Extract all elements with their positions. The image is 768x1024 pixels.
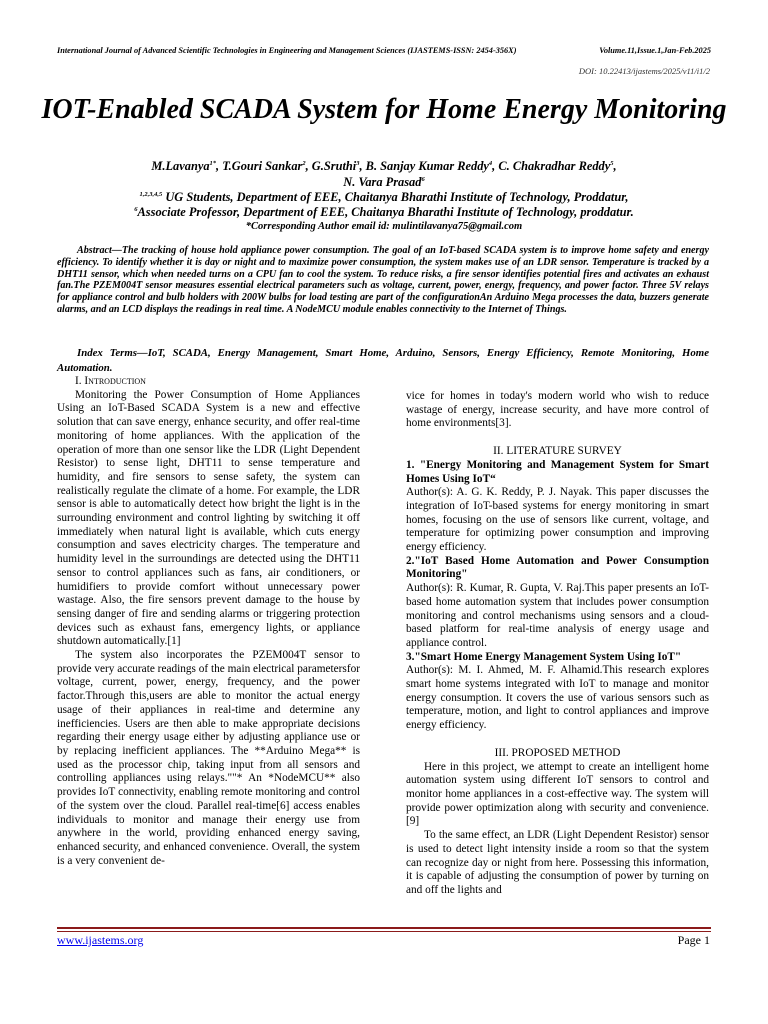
section-heading-introduction (57, 375, 360, 389)
footer-rule-thin (57, 931, 711, 932)
affiliation-students: UG Students, Department of EEE, Chaitanya Bharathi Institute of Technology, Proddatur, (162, 190, 629, 204)
author-name: N. Vara Prasad (343, 175, 422, 189)
method-paragraph: To the same effect, an LDR (Light Dependent Resistor) sensor is used to detect light intensity inside a room so that the system can recognize day or night from here. Possessing this information, it is capable of adjusting the consumption of power by turning on and off the lights and (406, 829, 709, 896)
reference-title: 1. "Energy Monitoring and Management System for Smart Homes Using IoT“ (406, 458, 709, 485)
author-sup: 1* (209, 159, 217, 167)
section-title: Introduction (84, 375, 146, 387)
author-name: , C. Chakradhar Reddy (492, 159, 611, 173)
reference-title: 3."Smart Home Energy Management System Using IoT" (406, 650, 682, 663)
page-number: Page 1 (677, 933, 710, 947)
right-column (406, 390, 709, 898)
author-sep: , (613, 159, 617, 173)
intro-paragraph-cont: vice for homes in today's modern world who wish to reduce wastage of energy, increase security, and have more control of home environments[3]. (406, 390, 709, 430)
affil-sup: 1,2,3,4,5 (139, 190, 163, 198)
index-terms: Index Terms—IoT, SCADA, Energy Management, Smart Home, Arduino, Sensors, Energy Efficiency, Remote Monitoring, Home Automation. (57, 347, 709, 374)
abstract: Abstract—The tracking of house hold appliance power consumption. The goal of an IoT-based SCADA system is to improve home safety and energy efficiency. To identify whether it is day or night and to maximize power consumption, the system makes use of an LDR sensor. Temperature is tracked by a DHT11 sensor, which when needed turns on a CPU fan to cool the system. To reduce risks, a fire sensor identifies potential fires and activates an exhaust fan.The PZEM004T sensor measures essential electrical parameters such as voltage, current, power, energy, frequency, and power factor. Three 5V relays for appliance control and bulb holders with 200W bulbs for load testing are part of the configurationAn Arduino Mega processes the data, buzzers generate alarms, and an LCD displays the readings in real time. A NodeMCU module enables connectivity to the Internet of Things. (57, 245, 709, 315)
affiliation-professor: Associate Professor, Department of EEE, Chaitanya Bharathi Institute of Technology, proddatur. (137, 205, 634, 219)
author-sup: 2 (302, 159, 306, 167)
author-sup: 6 (421, 175, 425, 183)
footer-rule (57, 927, 711, 929)
author-sup: 5 (610, 159, 614, 167)
author-name: , T.Gouri Sankar (216, 159, 303, 173)
section-heading-literature: II. LITERATURE SURVEY (493, 445, 622, 458)
journal-website-link[interactable]: www.ijastems.org (57, 933, 144, 947)
reference-text: Author(s): M. I. Ahmed, M. F. Alhamid.This research explores smart home systems integrated with IoT to manage and monitor energy consumption. It covers the use of various sensors such as temperature, motion, and light to control appliances and improve energy efficiency. (406, 664, 709, 732)
method-paragraph: Here in this project, we attempt to create an intelligent home automation system using different IoT sensors to control and monitor home appliances in a cost-effective way. The system will provide power optimization along with security and convenience.[9] (406, 760, 709, 828)
author-name: M.Lavanya (151, 159, 210, 173)
section-number: I. (75, 375, 85, 387)
corresponding-author: *Corresponding Author email id: mulintilavanya75@gmail.com (245, 221, 523, 232)
reference-title: 2."IoT Based Home Automation and Power Consumption Monitoring" (406, 554, 709, 581)
left-column (57, 375, 360, 868)
spacer (406, 431, 709, 445)
paper-title: IOT-Enabled SCADA System for Home Energy Monitoring (41, 94, 727, 125)
affiliations (40, 190, 728, 220)
author-sup: 3 (356, 159, 360, 167)
intro-paragraph: The system also incorporates the PZEM004T sensor to provide very accurate readings of the main electrical parametersfor voltage, current, power, energy, frequency, and the power factor.Through this,users are able to monitor the actual energy usage of their appliances in real-time and determine any inefficiencies. Users are then able to make appropriate decisions regarding their energy usage either by adjusting appliance use or by replacing inefficient appliances. The **Arduino Mega** is used as the processor chip, taking input from all sensors and controlling appliances using relays.""* An *NodeMCU** also provides IoT connectivity, enabling remote monitoring and control of the system over the cloud. Parallel real-time[6] access enables individuals to monitor and manage their energy use from anywhere in the world, providing enhanced energy saving, enhanced security, and enhanced convenience. Overall, the system is a very convenient de- (57, 649, 360, 867)
author-name: , B. Sanjay Kumar Reddy (359, 159, 489, 173)
journal-volume: Volume.11,Issue.1,Jan-Feb.2025 (599, 46, 711, 55)
author-sup: 4 (488, 159, 493, 167)
affil-sup: 6 (134, 205, 138, 213)
reference-text: Author(s): R. Kumar, R. Gupta, V. Raj.This paper presents an IoT-based home automation system that includes power consumption monitoring and control mechanisms using sensors and a cloud-based platform for real-time analysis of energy usage and appliance control. (406, 582, 709, 649)
reference-text: Author(s): A. G. K. Reddy, P. J. Nayak. This paper discusses the integration of IoT-based systems for energy monitoring in smart homes, focusing on the use of sensors like current, voltage, and temperature for optimizing power consumption and improving energy efficiency. (406, 486, 709, 554)
spacer (406, 733, 709, 747)
author-list (60, 158, 708, 190)
author-name: , G.Sruthi (305, 159, 357, 173)
doi: DOI: 10.22413/ijastems/2025/v11/i1/2 (578, 66, 710, 76)
intro-paragraph: Monitoring the Power Consumption of Home Appliances Using an IoT-Based SCADA System is a new and effective solution that can save energy, enhance security, and offer real-time monitoring of home appliances. With the application of the operation of more than one sensor like the LDR (Light Dependent Resistor) to sense light, DHT11 to sense temperature and humidity, and fire sensors to sense safety, the system can realistically regulate the climate of a home. For example, the LDR sensor is able to automatically detect how bright the light is in the surrounding environment and control lighting by switching it off immediately when natural light is available, which cuts energy consumption and saves electricity charges. The temperature and humidity level in the surroundings are detected using the DHT11 sensor to control appliances such as fans, air conditioners, or humidifiers to provide comfort without unnecessary power wastage. Also, the fire sensors prevent damage to the house by sensing danger of fire and sending alarms or triggering protection devices such as exhaust fans, emergency lights, or appliance shutdown automatically.[1] (57, 388, 360, 648)
section-heading-method: III. PROPOSED METHOD (494, 746, 621, 759)
journal-header (57, 46, 711, 55)
journal-name: International Journal of Advanced Scientific Technologies in Engineering and Management Sciences (IJASTEMS-ISSN: 2454-356X) (57, 46, 517, 55)
